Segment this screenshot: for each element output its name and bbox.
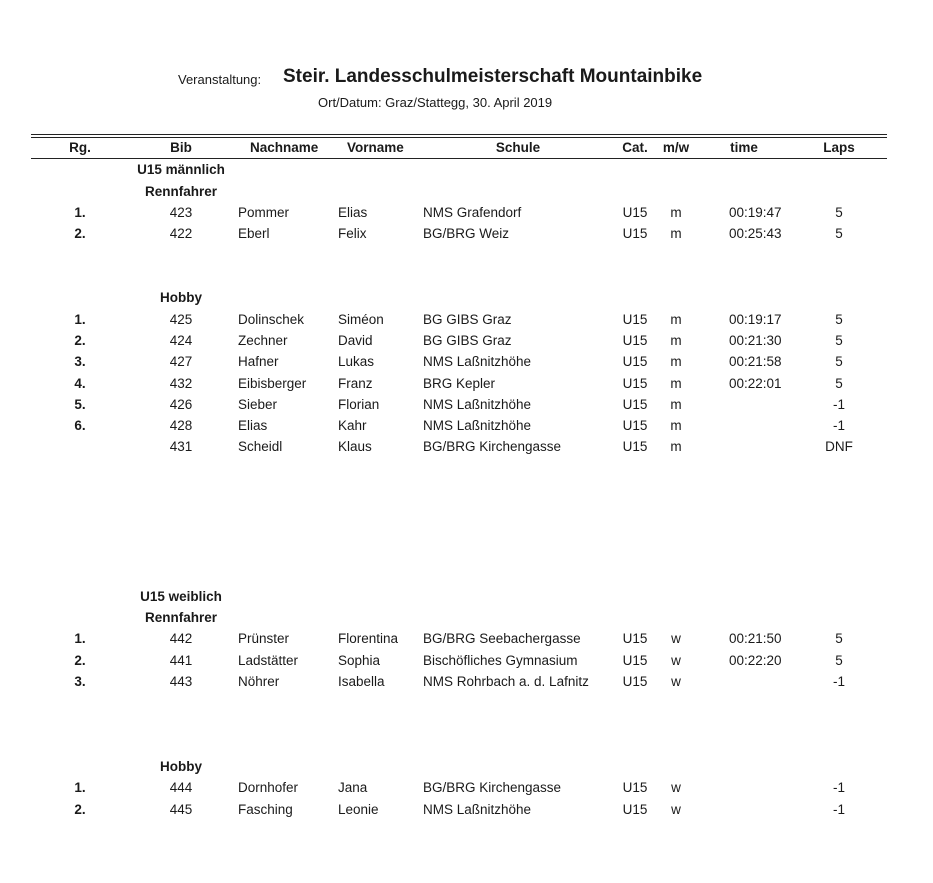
cell-lastname: Elias	[238, 418, 268, 433]
cell-firstname: Sophia	[338, 653, 381, 668]
cell-rank: 1.	[74, 631, 86, 646]
cell-bib: 443	[169, 674, 193, 689]
cell-bib: 431	[169, 439, 193, 454]
cell-school: BRG Kepler	[423, 376, 496, 391]
cell-rank: 6.	[74, 418, 86, 433]
cell-time: 00:25:43	[729, 226, 782, 241]
cell-bib: 444	[169, 780, 193, 795]
cell-laps: -1	[832, 780, 846, 795]
col-bib: Bib	[170, 140, 192, 155]
col-sex: m/w	[662, 140, 690, 155]
cell-firstname: Klaus	[338, 439, 372, 454]
cell-laps: DNF	[825, 439, 853, 454]
cell-firstname: Elias	[338, 205, 368, 220]
col-lastname: Nachname	[250, 140, 319, 155]
cell-lastname: Dornhofer	[238, 780, 299, 795]
cell-laps: 5	[835, 631, 843, 646]
cell-firstname: Felix	[338, 226, 367, 241]
cell-firstname: Florentina	[338, 631, 399, 646]
col-time: time	[730, 140, 758, 155]
cell-lastname: Fasching	[238, 802, 293, 817]
header-rule-bottom	[31, 158, 887, 159]
cell-sex: m	[670, 376, 682, 391]
cell-lastname: Ladstätter	[238, 653, 299, 668]
cell-school: NMS Grafendorf	[423, 205, 522, 220]
header-rule-top	[31, 134, 887, 135]
cell-rank: 2.	[74, 226, 86, 241]
cell-cat: U15	[622, 397, 648, 412]
col-rank: Rg.	[69, 140, 91, 155]
cell-sex: m	[670, 418, 682, 433]
col-cat: Cat.	[622, 140, 648, 155]
cell-laps: 5	[835, 205, 843, 220]
cell-time: 00:22:01	[729, 376, 782, 391]
cell-rank: 4.	[74, 376, 86, 391]
cell-school: NMS Laßnitzhöhe	[423, 418, 532, 433]
cell-sex: m	[670, 226, 682, 241]
cell-laps: -1	[832, 418, 846, 433]
cell-laps: -1	[832, 802, 846, 817]
cell-cat: U15	[622, 780, 648, 795]
subgroup-u15w-hobby: Hobby	[160, 759, 202, 774]
cell-lastname: Scheidl	[238, 439, 283, 454]
cell-time: 00:22:20	[729, 653, 782, 668]
subgroup-u15m-race: Rennfahrer	[144, 184, 218, 199]
cell-firstname: Jana	[338, 780, 368, 795]
cell-cat: U15	[622, 205, 648, 220]
cell-rank: 1.	[74, 205, 86, 220]
cell-lastname: Zechner	[238, 333, 288, 348]
cell-bib: 445	[169, 802, 193, 817]
cell-school: NMS Laßnitzhöhe	[423, 397, 532, 412]
cell-lastname: Nöhrer	[238, 674, 280, 689]
cell-rank: 2.	[74, 333, 86, 348]
cell-school: NMS Rohrbach a. d. Lafnitz	[423, 674, 589, 689]
cell-rank: 2.	[74, 802, 86, 817]
cell-sex: w	[671, 802, 681, 817]
cell-cat: U15	[622, 354, 648, 369]
cell-bib: 442	[169, 631, 193, 646]
cell-lastname: Eibisberger	[238, 376, 307, 391]
cell-cat: U15	[622, 802, 648, 817]
cell-rank: 3.	[74, 354, 86, 369]
cell-school: BG/BRG Weiz	[423, 226, 510, 241]
cell-cat: U15	[622, 631, 648, 646]
cell-firstname: Franz	[338, 376, 373, 391]
cell-cat: U15	[622, 674, 648, 689]
cell-school: BG GIBS Graz	[423, 312, 512, 327]
cell-bib: 426	[169, 397, 193, 412]
cell-rank: 1.	[74, 312, 86, 327]
cell-cat: U15	[622, 312, 648, 327]
cell-cat: U15	[622, 439, 648, 454]
cell-rank: 1.	[74, 780, 86, 795]
cell-bib: 441	[169, 653, 193, 668]
cell-firstname: Kahr	[338, 418, 367, 433]
group-u15m: U15 männlich	[137, 162, 225, 177]
cell-sex: m	[670, 354, 682, 369]
event-title: Steir. Landesschulmeisterschaft Mountainbike	[283, 66, 703, 87]
cell-laps: 5	[835, 312, 843, 327]
col-firstname: Vorname	[347, 140, 404, 155]
cell-laps: 5	[835, 376, 843, 391]
cell-lastname: Eberl	[238, 226, 270, 241]
cell-lastname: Dolinschek	[238, 312, 305, 327]
header-rule-top-2	[31, 137, 887, 138]
cell-bib: 424	[169, 333, 193, 348]
cell-school: BG/BRG Kirchengasse	[423, 439, 562, 454]
cell-sex: m	[670, 333, 682, 348]
cell-firstname: Lukas	[338, 354, 375, 369]
cell-bib: 425	[169, 312, 193, 327]
cell-time: 00:19:17	[729, 312, 782, 327]
cell-rank: 3.	[74, 674, 86, 689]
cell-firstname: David	[338, 333, 373, 348]
cell-sex: m	[670, 397, 682, 412]
cell-lastname: Hafner	[238, 354, 279, 369]
cell-cat: U15	[622, 333, 648, 348]
cell-time: 00:19:47	[729, 205, 782, 220]
cell-sex: w	[671, 780, 681, 795]
cell-laps: -1	[832, 397, 846, 412]
cell-cat: U15	[622, 653, 648, 668]
subgroup-u15w-race: Rennfahrer	[144, 610, 218, 625]
cell-school: BG/BRG Seebachergasse	[423, 631, 581, 646]
cell-bib: 432	[169, 376, 193, 391]
cell-school: NMS Laßnitzhöhe	[423, 802, 532, 817]
place-date: Ort/Datum: Graz/Stattegg, 30. April 2019	[318, 95, 553, 110]
col-laps: Laps	[823, 140, 855, 155]
cell-school: BG GIBS Graz	[423, 333, 512, 348]
cell-lastname: Pommer	[238, 205, 290, 220]
cell-cat: U15	[622, 376, 648, 391]
cell-sex: w	[671, 631, 681, 646]
cell-rank: 5.	[74, 397, 86, 412]
cell-time: 00:21:50	[729, 631, 782, 646]
group-u15w: U15 weiblich	[140, 589, 222, 604]
cell-bib: 428	[169, 418, 193, 433]
event-label: Veranstaltung:	[178, 72, 262, 87]
cell-bib: 427	[169, 354, 193, 369]
cell-lastname: Prünster	[238, 631, 290, 646]
col-school: Schule	[495, 140, 541, 155]
cell-lastname: Sieber	[238, 397, 278, 412]
cell-sex: w	[671, 653, 681, 668]
cell-sex: w	[671, 674, 681, 689]
cell-school: NMS Laßnitzhöhe	[423, 354, 532, 369]
cell-time: 00:21:58	[729, 354, 782, 369]
cell-laps: 5	[835, 354, 843, 369]
cell-time: 00:21:30	[729, 333, 782, 348]
cell-bib: 423	[169, 205, 193, 220]
cell-firstname: Leonie	[338, 802, 379, 817]
cell-laps: 5	[835, 226, 843, 241]
cell-laps: 5	[835, 653, 843, 668]
cell-sex: m	[670, 205, 682, 220]
cell-school: BG/BRG Kirchengasse	[423, 780, 562, 795]
subgroup-u15m-hobby: Hobby	[160, 290, 202, 305]
cell-laps: 5	[835, 333, 843, 348]
cell-firstname: Siméon	[338, 312, 384, 327]
cell-rank: 2.	[74, 653, 86, 668]
cell-sex: m	[670, 312, 682, 327]
cell-cat: U15	[622, 226, 648, 241]
cell-firstname: Isabella	[338, 674, 385, 689]
cell-laps: -1	[832, 674, 846, 689]
cell-school: Bischöfliches Gymnasium	[423, 653, 578, 668]
cell-bib: 422	[169, 226, 193, 241]
cell-sex: m	[670, 439, 682, 454]
cell-firstname: Florian	[338, 397, 380, 412]
cell-cat: U15	[622, 418, 648, 433]
